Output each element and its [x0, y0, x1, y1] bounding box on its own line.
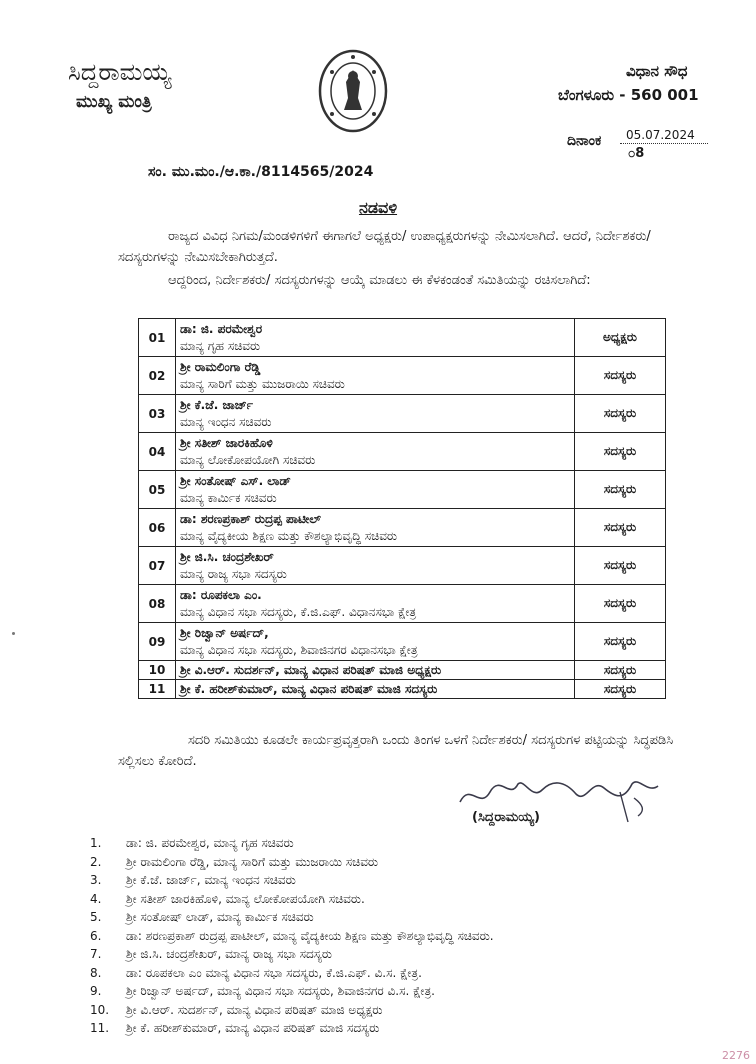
reference-number: ಸಂ. ಮು.ಮಂ./ಆ.ಕಾ./8114565/2024: [148, 164, 374, 180]
member-desc: ಮಾನ್ಯ ರಾಜ್ಯ ಸಭಾ ಸದಸ್ಯರು: [180, 566, 287, 581]
member-role: ಸದಸ್ಯರು: [575, 471, 666, 509]
table-row: [139, 395, 666, 433]
list-item: 6. ಡಾ: ಶರಣಪ್ರಕಾಶ್ ರುದ್ರಪ್ಪ ಪಾಟೀಲ್, ಮಾನ್ಯ ವೈದ್ಯಕೀಯ ಶಿಕ್ಷಣ ಮತ್ತು ಕೌಶಲ್ಯಾಭಿವೃದ್ಧಿ ಸಚಿವರು.: [90, 928, 494, 943]
member-cell: [176, 433, 575, 471]
date-underline: [620, 143, 708, 144]
member-name: ಶ್ರೀ ರಾಮಲಿಂಗಾ ರೆಡ್ಡಿ: [180, 359, 261, 374]
member-desc: ಮಾನ್ಯ ಲೋಕೋಪಯೋಗಿ ಸಚಿವರು: [180, 452, 316, 467]
member-cell: [176, 585, 575, 623]
list-item: 2. ಶ್ರೀ ರಾಮಲಿಂಗಾ ರೆಡ್ಡಿ, ಮಾನ್ಯ ಸಾರಿಗೆ ಮತ್ತು ಮುಜರಾಯಿ ಸಚಿವರು: [90, 854, 379, 869]
member-role: ಸದಸ್ಯರು: [575, 357, 666, 395]
table-row: [139, 680, 666, 699]
member-name: ಶ್ರೀ ಜಿ.ಸಿ. ಚಂದ್ರಶೇಖರ್: [180, 549, 274, 564]
government-emblem: [318, 48, 388, 134]
list-item: 4. ಶ್ರೀ ಸತೀಶ್ ಜಾರಕಿಹೊಳಿ, ಮಾನ್ಯ ಲೋಕೋಪಯೋಗಿ ಸಚಿವರು.: [90, 891, 365, 906]
member-number: 04: [139, 433, 176, 471]
member-name: ಶ್ರೀ ವಿ.ಆರ್. ಸುದರ್ಶನ್, ಮಾನ್ಯ ವಿಧಾನ ಪರಿಷತ್ ಮಾಜಿ ಅಧ್ಯಕ್ಷರು: [180, 662, 442, 677]
list-item: 10. ಶ್ರೀ ವಿ.ಆರ್. ಸುದರ್ಶನ್, ಮಾನ್ಯ ವಿಧಾನ ಪರಿಷತ್ ಮಾಜಿ ಅಧ್ಯಕ್ಷರು: [90, 1002, 383, 1017]
margin-mark: [12, 632, 15, 635]
page-stamp: 2276: [722, 1049, 750, 1062]
signatory-name: (ಸಿದ್ದರಾಮಯ್ಯ): [472, 810, 540, 825]
member-cell: [176, 661, 575, 680]
member-role: ಸದಸ್ಯರು: [575, 661, 666, 680]
member-desc: ಮಾನ್ಯ ಕಾರ್ಮಿಕ ಸಚಿವರು: [180, 490, 277, 505]
copy-to-list: [90, 834, 494, 1038]
member-name: ಶ್ರೀ ಸಂತೋಷ್ ಎಸ್. ಲಾಡ್: [180, 473, 291, 488]
list-item: 9. ಶ್ರೀ ರಿಜ್ವಾನ್ ಅರ್ಷದ್, ಮಾನ್ಯ ವಿಧಾನ ಸಭಾ ಸದಸ್ಯರು, ಶಿವಾಜಿನಗರ ವಿ.ಸ. ಕ್ಷೇತ್ರ.: [90, 984, 435, 998]
table-row: [139, 509, 666, 547]
member-cell: [176, 623, 575, 661]
member-desc: ಮಾನ್ಯ ಸಾರಿಗೆ ಮತ್ತು ಮುಜರಾಯಿ ಸಚಿವರು: [180, 376, 345, 391]
committee-table: [138, 318, 666, 699]
member-desc: ಮಾನ್ಯ ವಿಧಾನ ಸಭಾ ಸದಸ್ಯರು, ಕೆ.ಜಿ.ಎಫ್. ವಿಧಾನಸಭಾ ಕ್ಷೇತ್ರ: [180, 604, 417, 619]
date-label: ದಿನಾಂಕ: [567, 133, 602, 149]
table-row: [139, 433, 666, 471]
list-item: 1. ಡಾ: ಜಿ. ಪರಮೇಶ್ವರ, ಮಾನ್ಯ ಗೃಹ ಸಚಿವರು: [90, 836, 294, 850]
address-line1: ವಿಧಾನ ಸೌಧ: [626, 62, 688, 80]
member-cell: [176, 471, 575, 509]
table-row: [139, 585, 666, 623]
date-value: 05.07.2024: [626, 128, 695, 142]
page-title: ನಡವಳಿ: [358, 198, 398, 217]
member-desc: ಮಾನ್ಯ ಇಂಧನ ಸಚಿವರು: [180, 414, 272, 429]
member-cell: [176, 357, 575, 395]
member-name: ಡಾ: ರೂಪಕಲಾ ಎಂ.: [180, 587, 262, 602]
table-row: [139, 319, 666, 357]
list-item: 3. ಶ್ರೀ ಕೆ.ಜೆ. ಜಾರ್ಜ್, ಮಾನ್ಯ ಇಂಧನ ಸಚಿವರು: [90, 873, 296, 887]
member-role: ಸದಸ್ಯರು: [575, 623, 666, 661]
table-row: [139, 661, 666, 680]
member-role: ಸದಸ್ಯರು: [575, 395, 666, 433]
member-name: ಡಾ: ಶರಣಪ್ರಕಾಶ್ ರುದ್ರಪ್ಪ ಪಾಟೀಲ್: [180, 511, 321, 526]
list-item: 5. ಶ್ರೀ ಸಂತೋಷ್ ಲಾಡ್, ಮಾನ್ಯ ಕಾರ್ಮಿಕ ಸಚಿವರು: [90, 910, 314, 924]
sender-designation: ಮುಖ್ಯ ಮಂತ್ರಿ: [76, 92, 152, 112]
member-name: ಶ್ರೀ ಕೆ.ಜೆ. ಜಾರ್ಜ್: [180, 397, 253, 412]
member-role: ಸದಸ್ಯರು: [575, 585, 666, 623]
member-role: ಸದಸ್ಯರು: [575, 433, 666, 471]
member-name: ಶ್ರೀ ರಿಜ್ವಾನ್ ಅರ್ಷದ್,: [180, 625, 269, 640]
member-name: ಶ್ರೀ ಕೆ. ಹರೀಶ್‌ಕುಮಾರ್, ಮಾನ್ಯ ವಿಧಾನ ಪರಿಷತ್ ಮಾಜಿ ಸದಸ್ಯರು: [180, 681, 438, 696]
date-extra: ೦8: [628, 146, 645, 161]
member-role: ಸದಸ್ಯರು: [575, 509, 666, 547]
member-name: ಡಾ: ಜಿ. ಪರಮೇಶ್ವರ: [180, 321, 263, 336]
member-cell: [176, 680, 575, 699]
table-row: [139, 623, 666, 661]
member-role: ಅಧ್ಯಕ್ಷರು: [575, 319, 666, 357]
address-line2: ಬೆಂಗಳೂರು - 560 001: [558, 86, 699, 104]
member-number: 08: [139, 585, 176, 623]
member-desc: ಮಾನ್ಯ ಗೃಹ ಸಚಿವರು: [180, 338, 261, 353]
member-number: 06: [139, 509, 176, 547]
member-number: 03: [139, 395, 176, 433]
table-row: [139, 471, 666, 509]
member-cell: [176, 547, 575, 585]
member-cell: [176, 319, 575, 357]
member-number: 11: [139, 680, 176, 699]
sender-name: ಸಿದ್ದರಾಮಯ್ಯ: [68, 58, 172, 86]
list-item: 7. ಶ್ರೀ ಜಿ.ಸಿ. ಚಂದ್ರಶೇಖರ್, ಮಾನ್ಯ ರಾಜ್ಯ ಸಭಾ ಸದಸ್ಯರು: [90, 947, 333, 961]
member-cell: [176, 509, 575, 547]
member-number: 07: [139, 547, 176, 585]
member-cell: [176, 395, 575, 433]
member-number: 10: [139, 661, 176, 680]
member-role: ಸದಸ್ಯರು: [575, 547, 666, 585]
member-name: ಶ್ರೀ ಸತೀಶ್ ಜಾರಕಿಹೊಳಿ: [180, 435, 273, 450]
list-item: 8. ಡಾ: ರೂಪಕಲಾ ಎಂ ಮಾನ್ಯ ವಿಧಾನ ಸಭಾ ಸದಸ್ಯರು, ಕೆ.ಜಿ.ಎಫ್. ವಿ.ಸ. ಕ್ಷೇತ್ರ.: [90, 965, 422, 980]
member-number: 09: [139, 623, 176, 661]
member-desc: ಮಾನ್ಯ ವಿಧಾನ ಸಭಾ ಸದಸ್ಯರು, ಶಿವಾಜಿನಗರ ವಿಧಾನಸಭಾ ಕ್ಷೇತ್ರ: [180, 642, 418, 657]
member-number: 01: [139, 319, 176, 357]
paragraph-intro: ರಾಜ್ಯದ ವಿವಿಧ ನಿಗಮ/ಮಂಡಳಿಗಳಿಗೆ ಈಗಾಗಲೆ ಅಧ್ಯಕ್ಷರು/ ಉಪಾಧ್ಯಕ್ಷರುಗಳನ್ನು ನೇಮಿಸಲಾಗಿದೆ. ಆದರೆ, ನಿರ್ದೇಶಕರು/ ಸದಸ್ಯರುಗಳನ್ನು ನೇಮಿಸಬೇಕಾಗಿರುತ್ತದೆ.: [118, 229, 651, 265]
table-row: [139, 547, 666, 585]
member-role: ಸದಸ್ಯರು: [575, 680, 666, 699]
list-item: 11. ಶ್ರೀ ಕೆ. ಹರೀಶ್‌ಕುಮಾರ್, ಮಾನ್ಯ ವಿಧಾನ ಪರಿಷತ್ ಮಾಜಿ ಸದಸ್ಯರು: [90, 1021, 380, 1035]
table-row: [139, 357, 666, 395]
paragraph-instruction: ಸದರಿ ಸಮಿತಿಯು ಕೂಡಲೇ ಕಾರ್ಯಪ್ರವೃತ್ತರಾಗಿ ಒಂದು ತಿಂಗಳ ಒಳಗೆ ನಿರ್ದೇಶಕರು/ ಸದಸ್ಯರುಗಳ ಪಟ್ಟಿಯನ್ನು ಸಿದ್ಧಪಡಿಸಿ ಸಲ್ಲಿಸಲು ಕೋರಿದೆ.: [118, 733, 674, 769]
paragraph-committee: ಆದ್ದರಿಂದ, ನಿರ್ದೇಶಕರು/ ಸದಸ್ಯರುಗಳನ್ನು ಆಯ್ಕೆ ಮಾಡಲು ಈ ಕೆಳಕಂಡಂತೆ ಸಮಿತಿಯನ್ನು ರಚಿಸಲಾಗಿದೆ:: [168, 273, 591, 288]
member-desc: ಮಾನ್ಯ ವೈದ್ಯಕೀಯ ಶಿಕ್ಷಣ ಮತ್ತು ಕೌಶಲ್ಯಾಭಿವೃದ್ಧಿ ಸಚಿವರು: [180, 528, 398, 543]
member-number: 02: [139, 357, 176, 395]
member-number: 05: [139, 471, 176, 509]
